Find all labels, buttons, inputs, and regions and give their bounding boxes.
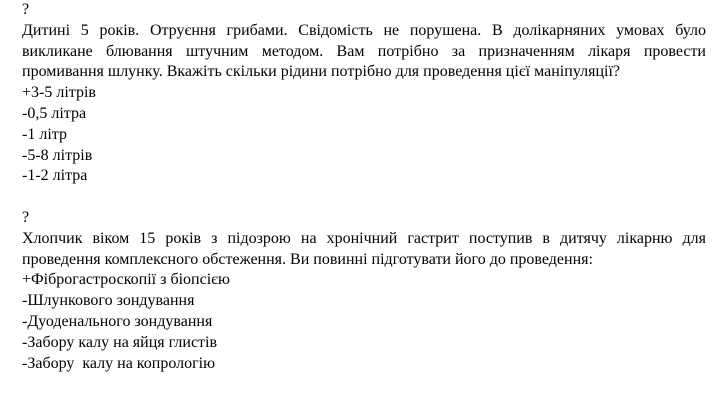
- answer-option: -Дуоденального зондування: [22, 312, 213, 330]
- answer-option: -1 літр: [22, 125, 67, 143]
- answer-option: -Забору калу на копрологію: [22, 354, 216, 372]
- question-block-2: [22, 208, 706, 374]
- answer-option: +3-5 літрів: [22, 84, 96, 102]
- answer-options: [22, 83, 706, 187]
- answer-option: -5-8 літрів: [22, 146, 93, 164]
- answer-option: -Шлункового зондування: [22, 292, 195, 310]
- question-marker: ?: [22, 1, 30, 18]
- question-marker: ?: [22, 208, 30, 226]
- blank-line: [22, 187, 706, 208]
- answer-option: -1-2 літра: [22, 167, 88, 185]
- question-text: Хлопчик віком 15 років з підозрою на хронічний гастрит поступив в дитячу лікарню для проведення комплексного обстеження. Ви повинні підготувати його до проведення:: [22, 229, 706, 268]
- question-block-1: [22, 0, 706, 187]
- answer-options: [22, 270, 706, 374]
- answer-option: +Фіброгастроскопії з біопсією: [22, 271, 230, 289]
- document-page: [22, 0, 706, 374]
- answer-option: -0,5 літра: [22, 104, 87, 122]
- question-text: Дитині 5 років. Отруєння грибами. Свідомість не порушена. В долікарняних умовах було викликане блювання штучним методом. Вам потрібно за призначенням лікаря провести промивання шлунку. Вкажіть скільки рідини потрібно для проведення цієї маніпуляції?: [22, 21, 706, 81]
- answer-option: -Забору калу на яйця глистів: [22, 333, 218, 351]
